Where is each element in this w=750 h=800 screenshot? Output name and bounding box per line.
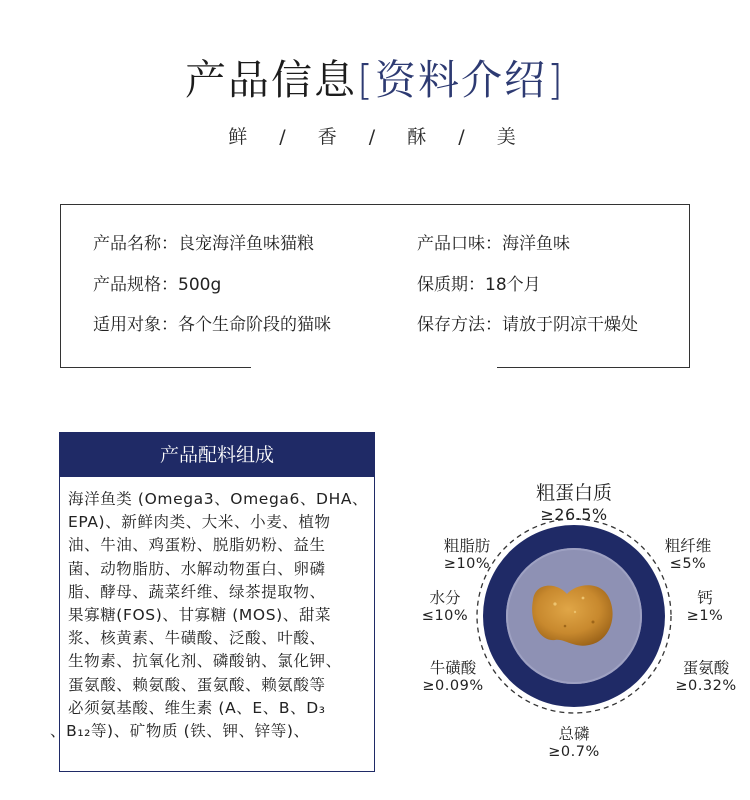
ingredients-title: 产品配料组成 xyxy=(60,433,374,477)
ingredients-line: 蛋氨酸、赖氨酸、蛋氨酸、赖氨酸等 xyxy=(68,675,326,694)
nutrient-name: 粗蛋白质 xyxy=(535,482,612,504)
ingredients-line: 、B₁₂等)、矿物质 (铁、钾、锌等)、 xyxy=(50,722,310,741)
nutrient-value: ≥0.7% xyxy=(548,744,600,760)
nutrient-taurine xyxy=(415,656,491,694)
nutrient-crude-fat xyxy=(427,534,507,572)
ingredients-line: 必须氨基酸、维生素 (A、E、B、D₃ xyxy=(68,698,326,717)
ingredients-line: 果寡糖(FOS)、甘寡糖 (MOS)、甜菜 xyxy=(68,606,332,625)
nutrient-value: ≥10% xyxy=(443,556,491,572)
tagline: 鲜 / 香 / 酥 / 美 xyxy=(228,126,522,148)
nutrient-value: ≥1% xyxy=(686,608,724,624)
nutrient-crude-fiber xyxy=(648,534,728,572)
nutrient-name: 水分 xyxy=(429,589,461,607)
ingredients-line: 油、牛油、鸡蛋粉、脱脂奶粉、益生 xyxy=(68,536,326,555)
product-target: 适用对象：各个生命阶段的猫咪 xyxy=(93,315,331,335)
ingredients-line: 生物素、抗氧化剂、磷酸钠、氯化钾、 xyxy=(68,652,342,671)
ingredients-line: 浆、核黄素、牛磺酸、泛酸、叶酸、 xyxy=(68,629,326,648)
kibble-icon xyxy=(532,585,612,645)
nutrient-value: ≥0.09% xyxy=(422,678,484,694)
nutrient-methionine xyxy=(665,656,747,694)
nutrient-name: 粗纤维 xyxy=(664,537,712,555)
nutrient-name: 牛磺酸 xyxy=(429,659,477,677)
ingredients-list xyxy=(50,488,373,743)
product-spec: 产品规格：500g xyxy=(93,275,222,295)
product-storage: 保存方法：请放于阴凉干燥处 xyxy=(417,315,638,335)
product-name: 产品名称：良宠海洋鱼味猫粮 xyxy=(93,234,314,254)
nutrient-crude-protein xyxy=(524,478,624,524)
nutrient-name: 钙 xyxy=(697,589,713,607)
product-flavor: 产品口味：海洋鱼味 xyxy=(417,234,570,254)
ingredients-panel xyxy=(50,432,375,772)
info-box-border-gap xyxy=(251,363,497,373)
nutrient-calcium xyxy=(675,586,735,624)
nutrient-value: ≤10% xyxy=(421,608,469,624)
nutrient-name: 总磷 xyxy=(558,725,590,743)
nutrient-value: ≥26.5% xyxy=(540,505,608,524)
ingredients-line: 脂、酵母、蔬菜纤维、绿茶提取物、 xyxy=(68,582,326,601)
title-main: 产品信息 xyxy=(185,56,357,104)
nutrient-total-phosphorus xyxy=(539,722,609,760)
ingredients-line: 菌、动物脂肪、水解动物蛋白、卵磷 xyxy=(68,559,326,578)
nutrient-name: 粗脂肪 xyxy=(443,537,491,555)
bracket-open: [ xyxy=(357,56,375,104)
bracket-close: ] xyxy=(547,56,565,104)
nutrient-name: 蛋氨酸 xyxy=(682,659,730,677)
title-sub: 资料介绍 xyxy=(375,56,547,104)
nutrition-diagram xyxy=(415,470,750,770)
nutrient-moisture xyxy=(415,586,475,624)
page-title xyxy=(0,52,750,108)
nutrient-value: ≤5% xyxy=(669,556,707,572)
ingredients-line: 海洋鱼类 (Omega3、Omega6、DHA、 xyxy=(68,490,369,508)
product-shelf-life: 保质期：18个月 xyxy=(417,275,541,295)
ingredients-line: EPA)、新鲜肉类、大米、小麦、植物 xyxy=(68,513,331,532)
nutrient-value: ≥0.32% xyxy=(675,678,737,694)
